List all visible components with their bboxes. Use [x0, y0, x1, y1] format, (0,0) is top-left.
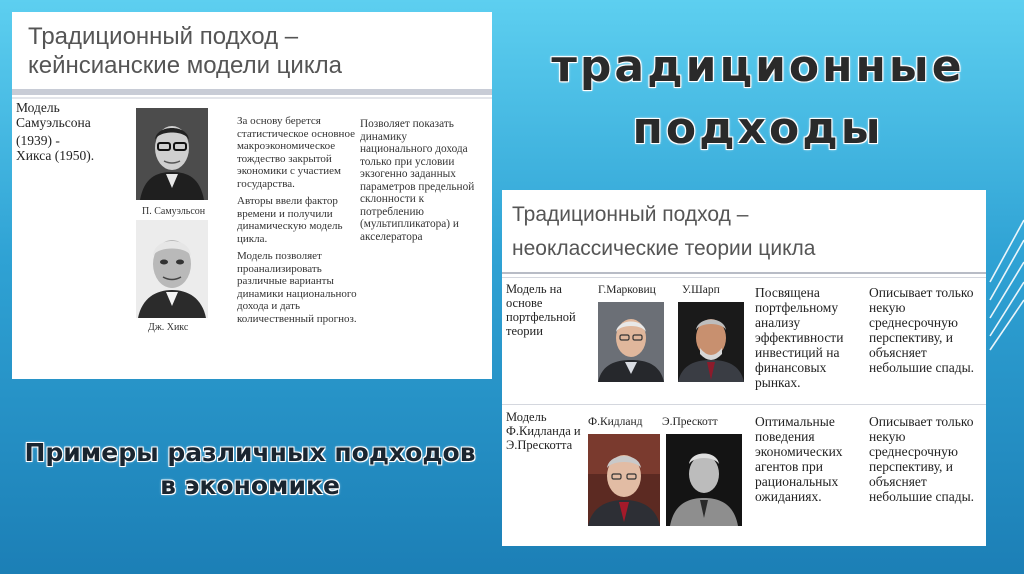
- row2-description: Оптимальные поведения экономических агентов при рациональных ожиданиях.: [755, 414, 843, 504]
- kydland-name: Ф.Кидланд: [588, 416, 643, 428]
- row1-note: Описывает только некую среднесрочную перспективу, и объясняет небольшие спады.: [869, 285, 975, 375]
- title-divider: [12, 89, 492, 95]
- model-line: (1939) -: [16, 133, 60, 148]
- hicks-photo: [136, 220, 208, 318]
- description-paragraph: За основу берется статистическое основное макроэкономическое тождество закрытой экономики с участием государства.: [237, 115, 355, 190]
- keynesian-description: [237, 115, 357, 330]
- sharpe-name: У.Шарп: [682, 284, 720, 296]
- sharpe-photo: [678, 302, 744, 382]
- keynesian-models-panel: [12, 12, 492, 379]
- model-line: Самуэльсона: [16, 115, 91, 130]
- title-divider: [502, 272, 986, 274]
- keynesian-title-line2: кейнсианские модели цикла: [28, 52, 342, 79]
- row2-note: Описывает только некую среднесрочную перспективу, и объясняет небольшие спады.: [869, 414, 975, 504]
- samuelson-caption: П. Самуэльсон: [142, 206, 206, 217]
- samuelson-photo: [136, 108, 208, 200]
- row2-model-name: Модель Ф.Кидланда и Э.Прескотта: [506, 410, 581, 452]
- prescott-photo: [666, 434, 742, 526]
- row1-model-name: Модель на основе портфельной теории: [506, 282, 576, 338]
- slide-heading-line1: традиционные: [551, 41, 965, 92]
- slide-heading: [508, 36, 1008, 160]
- slide-caption-line2: в экономике: [160, 471, 340, 500]
- neoclassical-panel-title: [512, 198, 982, 266]
- title-divider-shadow: [12, 97, 492, 99]
- row1-description: Посвящена портфельному анализу эффективности инвестиций на финансовых рынках.: [755, 285, 844, 390]
- prescott-name: Э.Прескотт: [662, 416, 718, 428]
- markowitz-photo: [598, 302, 664, 382]
- keynesian-model-name: [16, 100, 131, 163]
- slide-caption: [0, 436, 500, 502]
- neoclassical-theories-panel: [502, 190, 986, 546]
- row-divider: [502, 404, 986, 405]
- keynesian-title-line1: Традиционный подход –: [28, 23, 299, 50]
- title-divider-shadow: [502, 277, 986, 278]
- keynesian-limitation: [360, 118, 482, 248]
- model-line: Хикса (1950).: [16, 148, 95, 163]
- hicks-caption: Дж. Хикс: [148, 322, 189, 333]
- slide-heading-line2: подходы: [632, 103, 884, 154]
- markowitz-name: Г.Марковиц: [598, 284, 656, 296]
- description-paragraph: Модель позволяет проанализировать различные варианты динамики национального дохода и дать количественный прогноз.: [237, 250, 357, 325]
- slide-caption-line1: Примеры различных подходов: [24, 438, 476, 467]
- model-line: Модель: [16, 100, 60, 115]
- neoclassical-title-line1: Традиционный подход –: [512, 203, 749, 226]
- keynesian-panel-title: [28, 22, 488, 80]
- neoclassical-title-line2: неоклассические теории цикла: [512, 237, 816, 260]
- kydland-photo: [588, 434, 660, 526]
- description-paragraph: Авторы ввели фактор времени и получили динамическую модель цикла.: [237, 195, 343, 245]
- limitation-paragraph: Позволяет показать динамику национального дохода только при условии экзогенно заданных параметров предельной склонности к потреблению (мультипликатора) и акселератора: [360, 118, 475, 243]
